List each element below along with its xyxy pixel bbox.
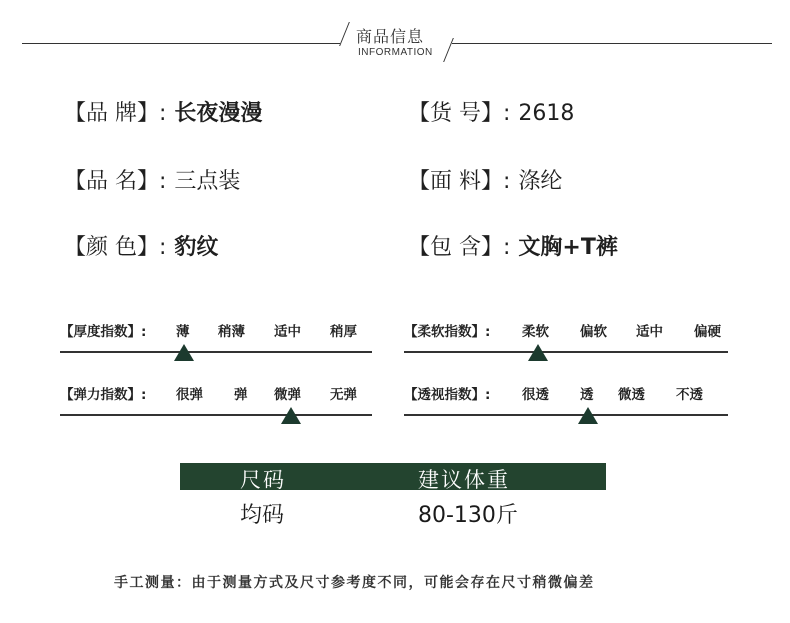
index-thickness <box>60 320 376 340</box>
index-transparency-option: 透 <box>580 387 594 403</box>
info-color <box>64 230 218 261</box>
index-thickness-line <box>60 351 372 353</box>
index-elasticity-option: 很弹 <box>176 387 203 403</box>
index-softness-option: 偏软 <box>580 324 607 340</box>
info-sku <box>408 96 574 127</box>
index-transparency-line <box>404 414 728 416</box>
index-thickness-marker <box>174 344 194 361</box>
index-elasticity-line <box>60 414 372 416</box>
index-elasticity-marker <box>281 407 301 424</box>
index-elasticity <box>60 383 376 403</box>
index-elasticity-option: 微弹 <box>274 387 301 403</box>
size-value-size: 均码 <box>240 503 285 528</box>
index-thickness-label: 【厚度指数】: <box>60 324 147 340</box>
size-value-weight: 80-130斤 <box>418 503 518 528</box>
info-include <box>408 230 618 261</box>
index-transparency <box>404 383 734 403</box>
index-thickness-option: 适中 <box>274 324 301 340</box>
size-header-weight: 建议体重 <box>418 468 510 492</box>
index-transparency-option: 不透 <box>676 387 703 403</box>
info-sku-value: 2618 <box>518 101 575 126</box>
header-slash-left <box>339 22 350 46</box>
index-softness-option: 适中 <box>636 324 663 340</box>
info-include-value: 文胸+T裤 <box>518 235 618 260</box>
info-name-value: 三点装 <box>174 169 241 194</box>
header-line-left <box>22 43 340 44</box>
info-name-label: 【品 名】: <box>64 169 167 194</box>
measurement-note: 手工测量：由于测量方式及尺寸参考度不同，可能会存在尺寸稍微偏差 <box>114 575 595 591</box>
index-elasticity-option: 弹 <box>234 387 248 403</box>
header-subtitle: INFORMATION <box>358 47 433 58</box>
index-transparency-label: 【透视指数】: <box>404 387 491 403</box>
size-header-size: 尺码 <box>240 468 286 492</box>
info-brand <box>64 96 262 127</box>
index-transparency-marker <box>578 407 598 424</box>
info-brand-label: 【品 牌】: <box>64 101 167 126</box>
info-color-label: 【颜 色】: <box>64 235 167 260</box>
info-name <box>64 164 240 195</box>
info-brand-value: 长夜漫漫 <box>174 101 263 126</box>
index-softness-option: 偏硬 <box>694 324 721 340</box>
info-include-label: 【包 含】: <box>408 235 511 260</box>
index-transparency-option: 微透 <box>618 387 645 403</box>
index-thickness-option: 稍厚 <box>330 324 357 340</box>
header-line-right <box>452 43 772 44</box>
index-softness-label: 【柔软指数】: <box>404 324 491 340</box>
index-elasticity-label: 【弹力指数】: <box>60 387 147 403</box>
header-title: 商品信息 <box>356 27 425 46</box>
index-elasticity-option: 无弹 <box>330 387 357 403</box>
info-fabric <box>408 164 562 195</box>
index-softness-line <box>404 351 728 353</box>
index-thickness-option: 稍薄 <box>218 324 245 340</box>
info-color-value: 豹纹 <box>174 235 219 260</box>
info-sku-label: 【货 号】: <box>408 101 511 126</box>
header-slash-right <box>443 38 454 62</box>
index-transparency-option: 很透 <box>522 387 549 403</box>
index-softness <box>404 320 734 340</box>
index-thickness-option: 薄 <box>176 324 190 340</box>
index-softness-option: 柔软 <box>522 324 549 340</box>
info-fabric-value: 涤纶 <box>518 169 563 194</box>
info-fabric-label: 【面 料】: <box>408 169 511 194</box>
index-softness-marker <box>528 344 548 361</box>
